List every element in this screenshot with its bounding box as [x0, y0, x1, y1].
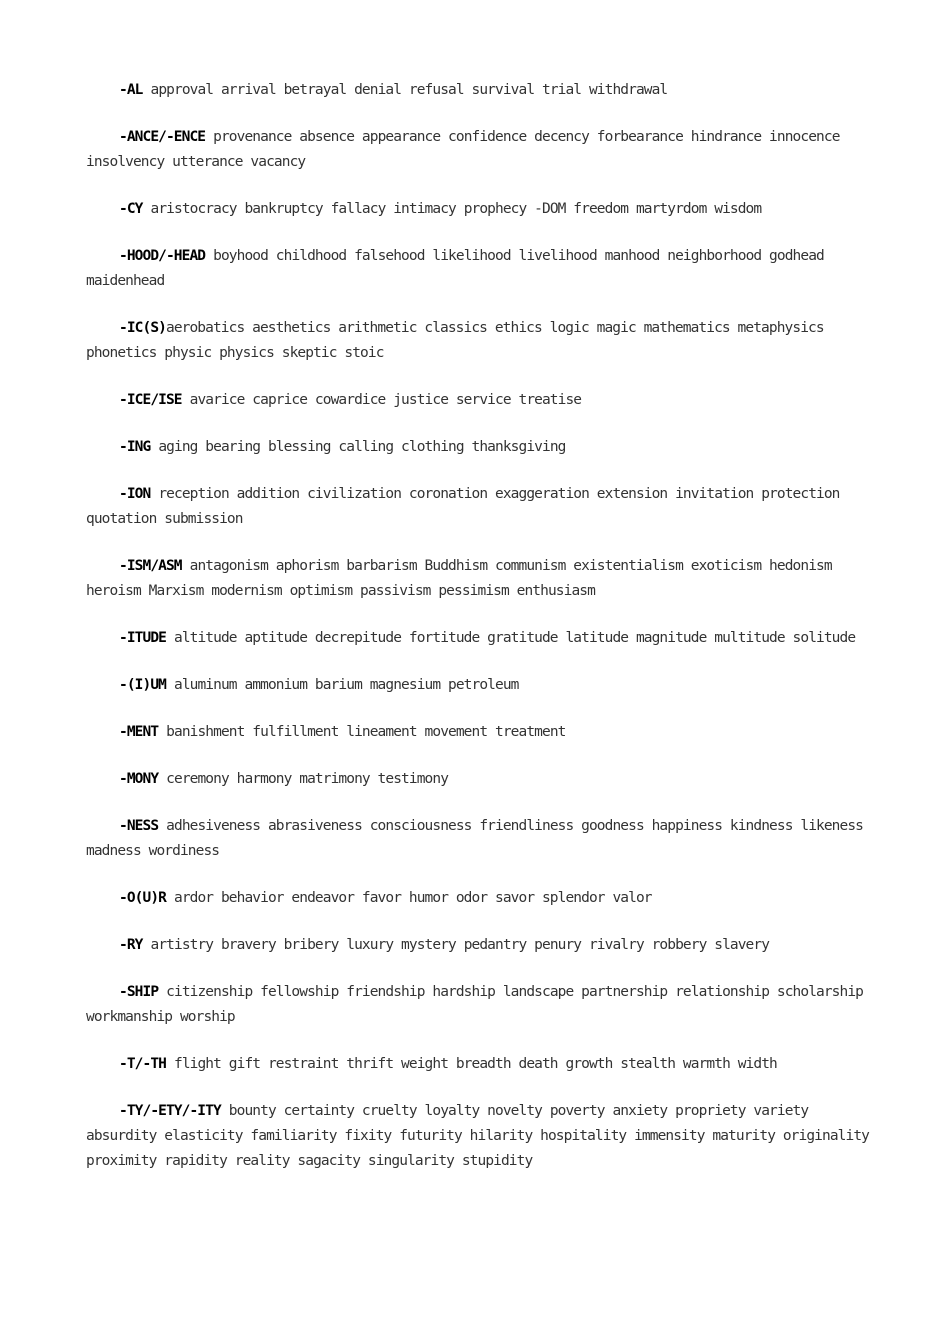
example-words: boyhood childhood falsehood likelihood livelihood manhood neighborhood godhead maidenhead: [86, 248, 824, 289]
suffix-entry-ship: [86, 980, 876, 1030]
example-words: approval arrival betrayal denial refusal survival trial withdrawal: [150, 82, 668, 98]
suffix-label: -ANCE/-ENCE: [119, 129, 206, 145]
suffix-label: -(I)UM: [119, 677, 166, 693]
example-words: artistry bravery bribery luxury mystery pedantry penury rivalry robbery slavery: [150, 937, 770, 953]
suffix-entry-ty-ety-ity: [86, 1099, 876, 1174]
suffix-label: -ION: [119, 486, 151, 502]
example-words: aluminum ammonium barium magnesium petroleum: [173, 677, 519, 693]
suffix-entry-mony: [86, 767, 876, 792]
suffix-label: -IC(S): [119, 320, 166, 336]
suffix-label: -O(U)R: [119, 890, 166, 906]
example-words: bounty certainty cruelty loyalty novelty poverty anxiety propriety variety absurdity elasticity familiarity fixity futurity hilarity hospitality immensity maturity originality proximity rapidity reality sagacity singularity stupidity: [86, 1103, 869, 1169]
suffix-entry-ance-ence: [86, 125, 876, 175]
suffix-entry-t-th: [86, 1052, 876, 1077]
suffix-entry-al: [86, 78, 876, 103]
example-words: ardor behavior endeavor favor humor odor savor splendor valor: [173, 890, 652, 906]
example-words: aristocracy bankruptcy fallacy intimacy prophecy -DOM freedom martyrdom wisdom: [150, 201, 762, 217]
suffix-label: -CY: [119, 201, 143, 217]
suffix-entry-ness: [86, 814, 876, 864]
example-words: antagonism aphorism barbarism Buddhism communism existentialism exoticism hedonism heroism Marxism modernism optimism passivism pessimism enthusiasm: [86, 558, 832, 599]
suffix-entry-ic: [86, 316, 876, 366]
suffix-entry-ium: [86, 673, 876, 698]
suffix-label: -TY/-ETY/-ITY: [119, 1103, 221, 1119]
suffix-label: -SHIP: [119, 984, 159, 1000]
suffix-entry-itude: [86, 626, 876, 651]
suffix-label: -HOOD/-HEAD: [119, 248, 206, 264]
suffix-label: -ISM/ASM: [119, 558, 182, 574]
suffix-label: -AL: [119, 82, 143, 98]
suffix-entry-ment: [86, 720, 876, 745]
suffix-label: -ICE/ISE: [119, 392, 182, 408]
example-words: flight gift restraint thrift weight breadth death growth stealth warmth width: [173, 1056, 777, 1072]
example-words: avarice caprice cowardice justice service treatise: [189, 392, 582, 408]
suffix-label: -T/-TH: [119, 1056, 166, 1072]
suffix-entry-ing: [86, 435, 876, 460]
suffix-entry-hood-head: [86, 244, 876, 294]
suffix-label: -MENT: [119, 724, 159, 740]
suffix-entry-ry: [86, 933, 876, 958]
example-words: banishment fulfillment lineament movement treatment: [166, 724, 566, 740]
example-words: reception addition civilization coronation exaggeration extension invitation protection quotation submission: [86, 486, 840, 527]
suffix-entry-ism-asm: [86, 554, 876, 604]
example-words: altitude aptitude decrepitude fortitude gratitude latitude magnitude multitude solitude: [173, 630, 856, 646]
example-words: citizenship fellowship friendship hardship landscape partnership relationship scholarship workmanship worship: [86, 984, 864, 1025]
suffix-entry-ion: [86, 482, 876, 532]
suffix-entry-cy: [86, 197, 876, 222]
suffix-label: -MONY: [119, 771, 159, 787]
document-page: [86, 78, 876, 1196]
example-words: aerobatics aesthetics arithmetic classics ethics logic magic mathematics metaphysics phonetics physic physics skeptic stoic: [86, 320, 824, 361]
suffix-label: -NESS: [119, 818, 159, 834]
suffix-label: -ING: [119, 439, 151, 455]
example-words: ceremony harmony matrimony testimony: [166, 771, 449, 787]
example-words: aging bearing blessing calling clothing thanksgiving: [158, 439, 566, 455]
example-words: adhesiveness abrasiveness consciousness friendliness goodness happiness kindness likeness madness wordiness: [86, 818, 864, 859]
suffix-entry-ice-ise: [86, 388, 876, 413]
suffix-label: -RY: [119, 937, 143, 953]
suffix-label: -ITUDE: [119, 630, 166, 646]
suffix-entry-our: [86, 886, 876, 911]
example-words: provenance absence appearance confidence decency forbearance hindrance innocence insolvency utterance vacancy: [86, 129, 840, 170]
